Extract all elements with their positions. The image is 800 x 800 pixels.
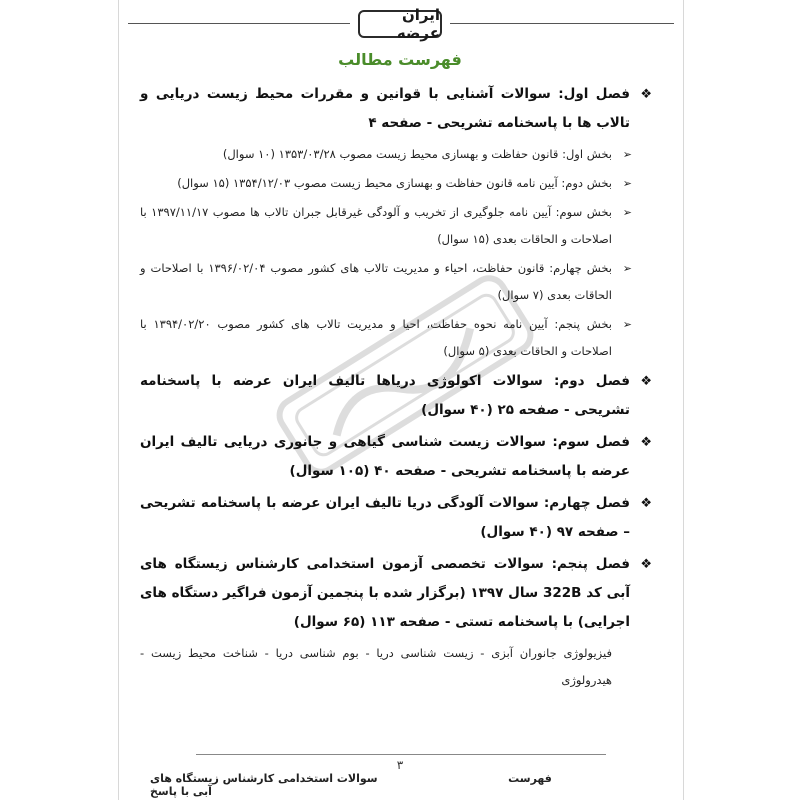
chapter-5-title: فصل پنجم: سوالات تخصصی آزمون استخدامی کارشناس زیستگاه های آبی کد 322B سال ۱۳۹۷ (برگزار شده با پنجمین آزمون فراگیر دستگاه های اجرایی) با پاسخنامه تستی - صفحه ۱۱۳ (۶۵ سوال): [140, 556, 630, 630]
toc-chapter-4[interactable]: [140, 489, 652, 547]
diamond-bullet-icon: ❖: [640, 557, 652, 572]
chapter-1-title: فصل اول: سوالات آشنایی با قوانین و مقررات محیط زیست دریایی و تالاب ها با پاسخنامه تشریحی - صفحه ۴: [140, 86, 630, 131]
brand-logo: [358, 6, 442, 42]
chapter-3-title: فصل سوم: سوالات زیست شناسی گیاهی و جانوری دریایی تالیف ایران عرضه با پاسخنامه تشریحی - صفحه ۴۰ (۱۰۵ سوال): [140, 434, 630, 479]
footer-rule: [196, 754, 606, 755]
footer-book-title: سوالات استخدامی کارشناس زیستگاه های آبی با پاسخ: [150, 772, 378, 798]
toc-section-2[interactable]: [140, 170, 652, 197]
toc-chapter-1[interactable]: [140, 80, 652, 138]
section-3-title: بخش سوم: آیین نامه جلوگیری از تخریب و آلودگی غیرقابل جبران تالاب ها مصوب ۱۳۹۷/۱۱/۱۷ با اصلاحات و الحاقات بعدی (۱۵ سوال): [140, 205, 612, 246]
logo-text: ایران عرضه: [396, 6, 440, 42]
toc-chapter-3[interactable]: [140, 428, 652, 486]
toc-chapter-2[interactable]: [140, 367, 652, 425]
toc-section-5[interactable]: [140, 311, 652, 365]
diamond-bullet-icon: ❖: [640, 435, 652, 450]
toc-list: [140, 80, 652, 694]
section-1-title: بخش اول: قانون حفاظت و بهسازی محیط زیست مصوب ۱۳۵۳/۰۳/۲۸ (۱۰ سوال): [222, 147, 612, 161]
section-5-title: بخش پنجم: آیین نامه نحوه حفاظت، احیا و مدیریت تالاب های کشور مصوب ۱۳۹۴/۰۲/۲۰ با اصلاحات و الحاقات بعدی (۵ سوال): [140, 317, 612, 358]
diamond-bullet-icon: ❖: [640, 374, 652, 389]
page-number: ۳: [396, 758, 404, 772]
footer-section-name: فهرست: [508, 772, 552, 785]
toc-chapter-5[interactable]: [140, 550, 652, 637]
chapter-2-title: فصل دوم: سوالات اکولوژی دریاها تالیف ایران عرضه با پاسخنامه تشریحی - صفحه ۲۵ (۴۰ سوال): [140, 373, 630, 418]
arrow-bullet-icon: ➢: [622, 206, 632, 219]
toc-section-4[interactable]: [140, 255, 652, 309]
header-rule-left: [128, 23, 350, 24]
toc-section-1[interactable]: [140, 141, 652, 168]
arrow-bullet-icon: ➢: [622, 318, 632, 331]
arrow-bullet-icon: ➢: [622, 262, 632, 275]
section-2-title: بخش دوم: آیین نامه قانون حفاظت و بهسازی محیط زیست مصوب ۱۳۵۴/۱۲/۰۳ (۱۵ سوال): [177, 176, 612, 190]
header-rule-right: [450, 23, 674, 24]
section-4-title: بخش چهارم: قانون حفاظت، احیاء و مدیریت تالاب های کشور مصوب ۱۳۹۶/۰۲/۰۴ با اصلاحات و الحاقات بعدی (۷ سوال): [140, 261, 612, 302]
diamond-bullet-icon: ❖: [640, 87, 652, 102]
topics-note: فیزیولوژی جانوران آبزی - زیست شناسی دریا - بوم شناسی دریا - شناخت محیط زیست - هیدرولوژی: [140, 646, 612, 687]
diamond-bullet-icon: ❖: [640, 496, 652, 511]
toc-section-3[interactable]: [140, 199, 652, 253]
chapter-4-title: فصل چهارم: سوالات آلودگی دریا تالیف ایران عرضه با پاسخنامه تشریحی – صفحه ۹۷ (۴۰ سوال): [140, 495, 630, 540]
arrow-bullet-icon: ➢: [622, 177, 632, 190]
arrow-bullet-icon: ➢: [622, 148, 632, 161]
toc-title: فهرست مطالب: [338, 50, 462, 69]
